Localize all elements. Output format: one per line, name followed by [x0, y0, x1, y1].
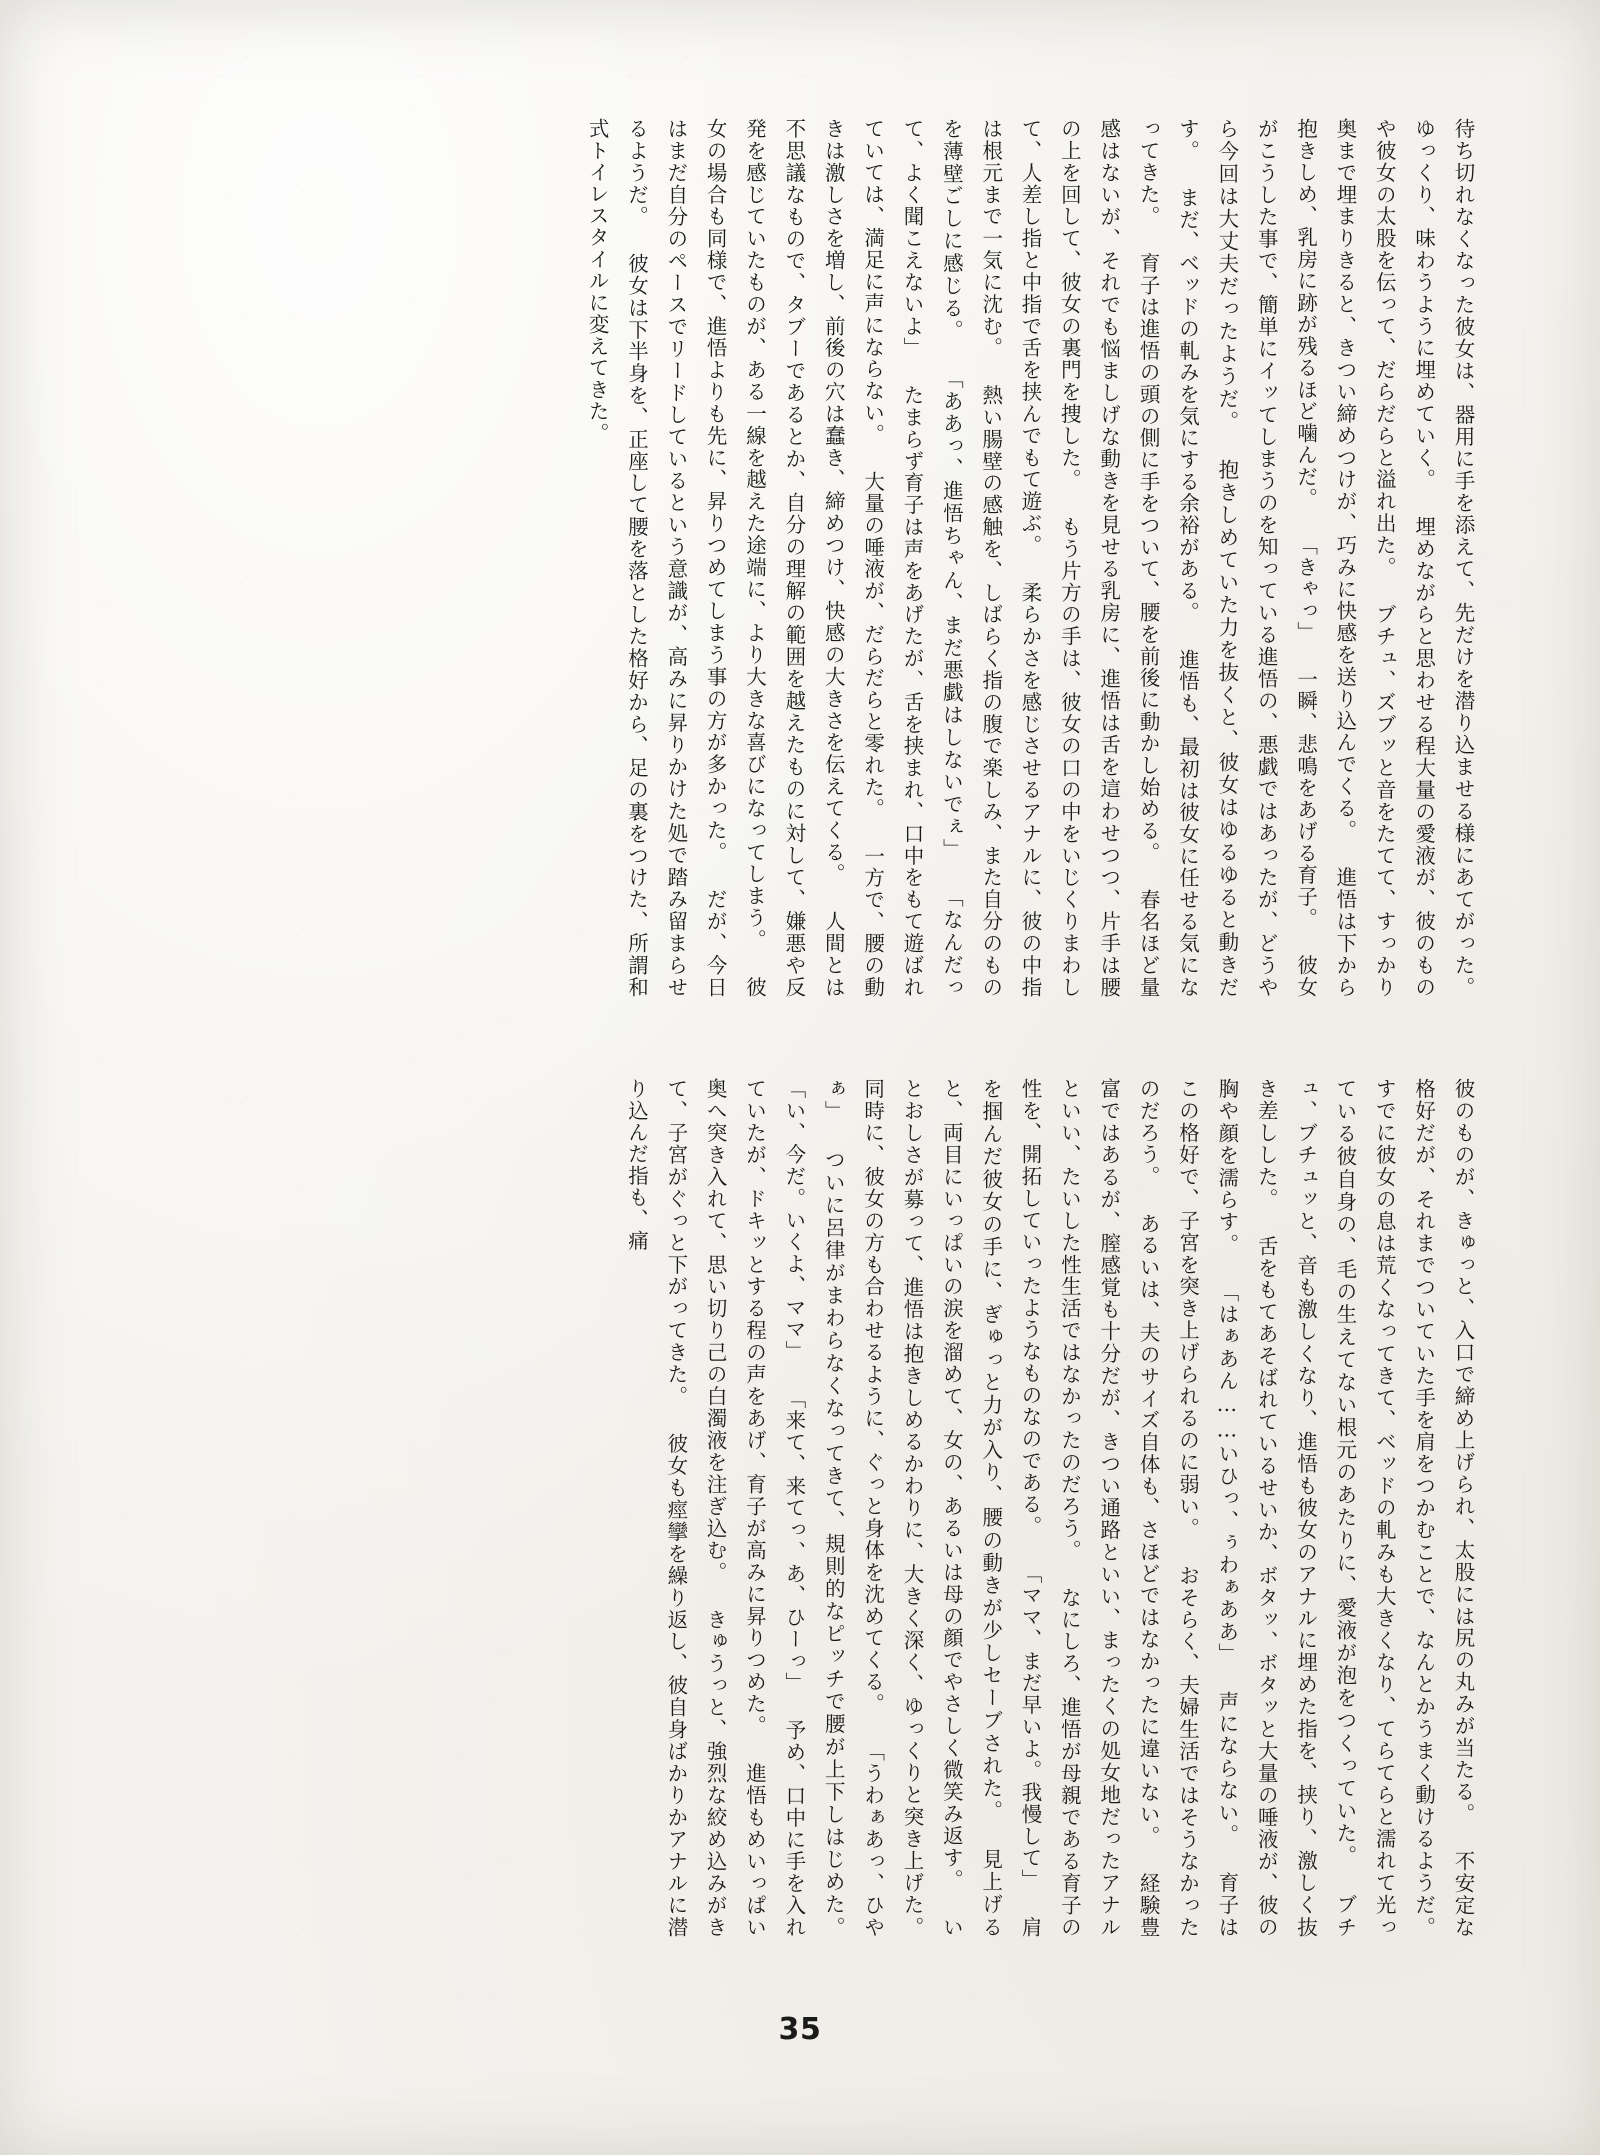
text-column-top: 待ち切れなくなった彼女は、器用に手を添えて、先だけを潜り込ませる様にあてがった。 ゆっくり、味わうように埋めていく。 埋めながらと思わせる程大量の愛液が、彼のものや彼女の太股を伝って、だらだらと溢れ出た。 ブチュ、ズブッと音をたてて、すっかり奥まで埋まりきると、きつい締めつけが、巧みに快感を送り込んでくる。 進悟は下から抱きしめ、乳房に跡が残るほど噛んだ。 「きゃっ」 一瞬、悲鳴をあげる育子。 彼女がこうした事で、簡単にイッてしまうのを知っている進悟の、悪戯ではあったが、どうやら今回は大丈夫だったようだ。 抱きしめていた力を抜くと、彼女はゆるゆると動きだす。 まだ、ベッドの軋みを気にする余裕がある。 進悟も、最初は彼女に任せる気になってきた。 育子は進悟の頭の側に手をついて、腰を前後に動かし始める。 春名ほど量感はないが、それでも悩ましげな動きを見せる乳房に、進悟は舌を這わせつつ、片手は腰の上を回して、彼女の裏門を捜した。 もう片方の手は、彼女の口の中をいじくりまわして、人差し指と中指で舌を挟んでもて遊ぶ。 柔らかさを感じさせるアナルに、彼の中指は根元まで一気に沈む。 熱い腸壁の感触を、しばらく指の腹で楽しみ、また自分のものを薄壁ごしに感じる。 「ああっ、進悟ちゃん、まだ悪戯はしないでぇ」 「なんだって、よく聞こえないよ」 たまらず育子は声をあげたが、舌を挟まれ、口中をもて遊ばれていては、満足に声にならない。 大量の唾液が、だらだらと零れた。 一方で、腰の動きは激しさを増し、前後の穴は蠢き、締めつけ、快感の大きさを伝えてくる。 人間とは不思議なもので、タブーであるとか、自分の理解の範囲を越えたものに対して、嫌悪や反発を感じていたものが、ある一線を越えた途端に、より大きな喜びになってしまう。 彼女の場合も同様で、進悟よりも先に、昇りつめてしまう事の方が多かった。 だが、今日はまだ自分のペースでリードしているという意識が、高みに昇りかけた処で踏み留まらせるようだ。 彼女は下半身を、正座して腰を落とした格好から、足の裏をつけた、所謂和式トイレスタイルに変えてきた。	[585, 118, 1475, 998]
page-number: 35	[778, 2012, 822, 2047]
text-column-bottom: 彼のものが、きゅっと、入口で締め上げられ、太股には尻の丸みが当たる。 不安定な格好だが、それまでついていた手を肩をつかむことで、なんとかうまく動けるようだ。 すでに彼女の息は荒くなってきて、ベッドの軋みも大きくなり、てらてらと濡れて光っている彼自身の、毛の生えてない根元のあたりに、愛液が泡をつくっていた。 ブチュ、ブチュッと、音も激しくなり、進悟も彼女のアナルに埋めた指を、挟り、激しく抜き差しした。 舌をもてあそばれているせいか、ボタッ、ボタッと大量の唾液が、彼の胸や顔を濡らす。 「はぁあん……いひっ、ぅわぁああ」 声にならない。 育子はこの格好で、子宮を突き上げられるのに弱い。 おそらく、夫婦生活ではそうなかったのだろう。 あるいは、夫のサイズ自体も、さほどではなかったに違いない。 経験豊富ではあるが、膣感覚も十分だが、きつい通路といい、まったくの処女地だったアナルといい、たいした性生活ではなかったのだろう。 なにしろ、進悟が母親である育子の性を、開拓していったようなものなのである。 「ママ、まだ早いよ。我慢して」 肩を掴んだ彼女の手に、ぎゅっと力が入り、腰の動きが少しセーブされた。 見上げると、両目にいっぱいの涙を溜めて、女の、あるいは母の顔でやさしく微笑み返す。 いとおしさが募って、進悟は抱きしめるかわりに、大きく深く、ゆっくりと突き上げた。 同時に、彼女の方も合わせるように、ぐっと身体を沈めてくる。 「うわぁあっ、ひやぁ」 ついに呂律がまわらなくなってきて、規則的なピッチで腰が上下しはじめた。 「い、今だ。いくよ、ママ」 「来て、来てっ、あ、ひーっ」 予め、口中に手を入れていたが、ドキッとする程の声をあげ、育子が高みに昇りつめた。 進悟もめいっぱい奥へ突き入れて、思い切り己の白濁液を注ぎ込む。 きゅうっと、強烈な絞め込みがきて、子宮がぐっと下がってきた。 彼女も痙攣を繰り返し、彼自身ばかりかアナルに潜り込んだ指も、痛	[624, 1078, 1475, 1938]
